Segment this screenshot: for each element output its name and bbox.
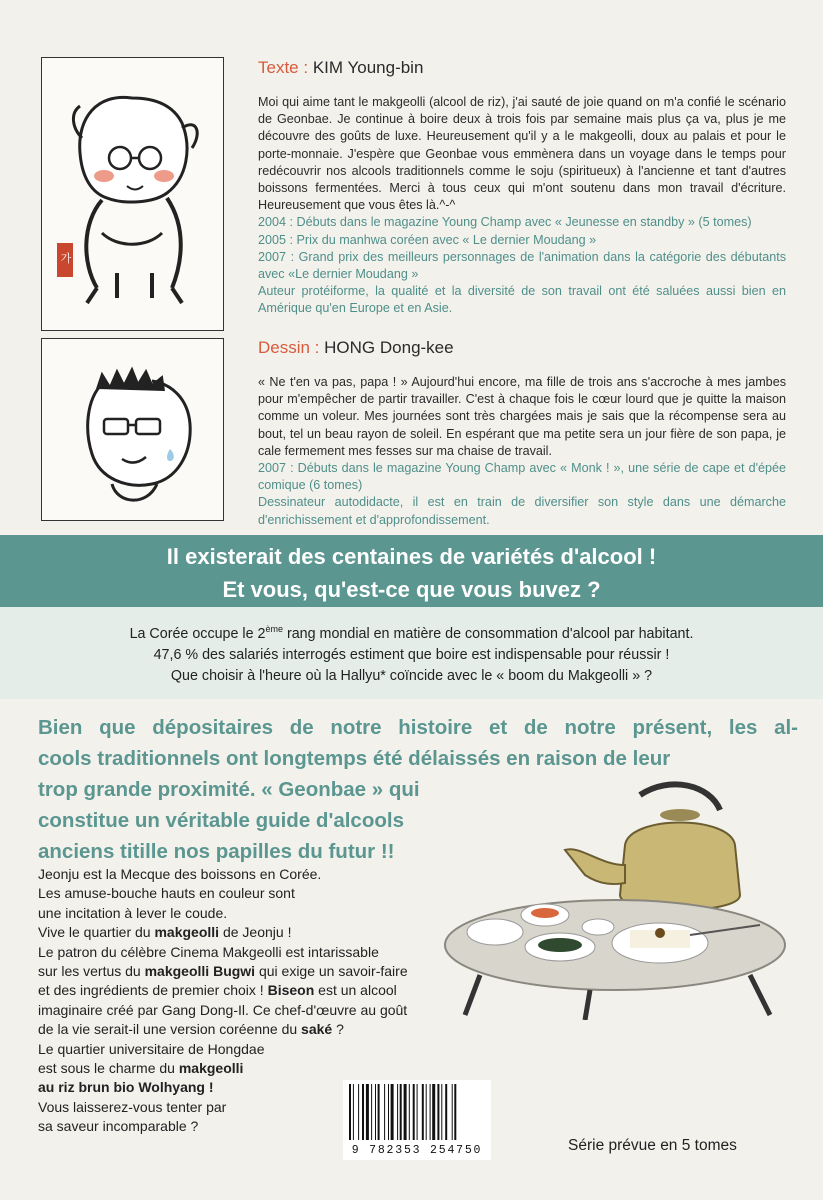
- author1-bio: [258, 94, 786, 318]
- author2-portrait: [41, 338, 224, 521]
- barcode-bar: [362, 1084, 364, 1140]
- fact-line3: Que choisir à l'heure où la Hallyu* coïncide avec le « boom du Makgeolli » ?: [170, 668, 653, 684]
- author2-career-item: 2007 : Débuts dans le magazine Young Champ avec « Monk ! », une série de cape et d'épée comique (6 tomes): [258, 461, 786, 493]
- barcode-bar: [452, 1084, 453, 1140]
- author1-career-item: Auteur protéiforme, la qualité et la diversité de son travail ont été saluées aussi bien en Amérique qu'en Europe et en Asie.: [258, 284, 786, 316]
- author1-career-item: 2004 : Débuts dans le magazine Young Champ avec « Jeunesse en standby » (5 tomes): [258, 215, 752, 230]
- barcode-bar: [441, 1084, 442, 1140]
- barcode-bar: [384, 1084, 385, 1140]
- author2-bio: [258, 374, 786, 529]
- author1-career-item: 2007 : Grand prix des meilleurs personnages de l'animation dans la catégorie des débutants avec «Le dernier Moudang »: [258, 249, 786, 282]
- kettle-table-illustration: [440, 775, 790, 1020]
- barcode-bar: [417, 1084, 418, 1140]
- author2-paragraph: « Ne t'en va pas, papa ! » Aujourd'hui encore, ma fille de trois ans s'accroche à mes jambes pour m'empêcher de partir travailler. C'est à chaque fois le cœur lourd que je quitte la maison comme un voleur. Mes journées sont très chargées mais je sais que la récompense sera au bout, tel un beau rayon de soleil. En espérant que ma petite sera un jour fière de son papa, je cale fermement mes fesses sur ma chaise de travail.: [258, 375, 786, 458]
- barcode-bar: [413, 1084, 415, 1140]
- series-note: Série prévue en 5 tomes: [568, 1137, 737, 1154]
- author1-name: KIM Young-bin: [312, 58, 424, 77]
- headline-band: [0, 535, 823, 607]
- bottom-description: Jeonju est la Mecque des boissons en Corée. Les amuse-bouche hauts en couleur sont une incitation à lever le coude. Vive le quartier du makgeolli de Jeonju ! Le patron du célèbre Cinema Makgeolli est intarissable sur les vertus du makgeolli Bugwi qui exige un savoir-faire et des ingrédients de premier choix ! Biseon est un alcool imaginaire créé par Gang Dong-Il. Ce chef-d'œuvre au goût de la vie serait-il une version coréenne du saké ? Le quartier universitaire de Hongdae est sous le charme du makgeolli au riz brun bio Wolhyang ! Vous laisserez-vous tenter par sa saveur incomparable ?: [38, 866, 408, 1135]
- barcode-bar: [404, 1084, 407, 1140]
- author1-seal: 가: [60, 253, 72, 265]
- barcode-bar: [388, 1084, 389, 1140]
- fact-line2: 47,6 % des salariés interrogés estiment que boire est indispensable pour réussir !: [153, 647, 670, 663]
- barcode-bar: [454, 1084, 456, 1140]
- barcode-bar: [400, 1084, 402, 1140]
- author1-role: Texte :: [258, 58, 309, 77]
- author1-paragraph: Moi qui aime tant le makgeolli (alcool de riz), j'ai sauté de joie quand on m'a confié le scénario de Geonbae. Je continue à boire deux à trois fois par semaine mais plus ça va, plus je me découvre des goûts de luxe. Heureusement qu'il y a le makgeolli, doux au palais et pour le porte-monnaie. J'espère que Geonbae vous emmènera dans un voyage dans le temps pour redécouvrir nos alcools traditionnels comme le soju (spiritueux) à l'ancienne et tant d'autres boissons fermentées. Merci à tous ceux qui m'ont soutenu dans mon travail d'écriture. Heureusement que vous êtes là.^-^: [258, 95, 786, 213]
- promo-text: Bien que dépositaires de notre histoire et de notre présent, les al- cools traditionnels ont longtemps été délaissés en raison de leur trop grande proximité. « Geonbae » qui constitue un véritable guide d'alcools anciens titille nos papilles du futur !!: [38, 716, 798, 863]
- author2-career-item: Dessinateur autodidacte, il est en train de diversifier son style dans une démarche d'enrichissement et d'approfondissement.: [258, 495, 786, 527]
- author1-career-item: 2005 : Prix du manhwa coréen avec « Le dernier Moudang »: [258, 232, 597, 247]
- barcode-bar: [426, 1084, 427, 1140]
- barcode-bar: [430, 1084, 431, 1140]
- barcode-bar: [375, 1084, 376, 1140]
- fact-line1: La Corée occupe le 2ème rang mondial en matière de consommation d'alcool par habitant.: [129, 624, 694, 642]
- headline-line2: Et vous, qu'est-ce que vous buvez ?: [222, 577, 601, 602]
- barcode-bar: [409, 1084, 410, 1140]
- barcode-bar: [371, 1084, 372, 1140]
- author1-portrait: [41, 57, 224, 331]
- facts-block: [0, 607, 823, 699]
- author2-heading: [258, 338, 454, 358]
- barcode-bars: [343, 1080, 491, 1142]
- barcode-bar: [397, 1084, 398, 1140]
- barcode-bar: [358, 1084, 359, 1140]
- barcode-bar: [432, 1084, 435, 1140]
- isbn-number: 9 782353 254750: [351, 1144, 483, 1157]
- barcode-bar: [353, 1084, 354, 1140]
- author2-role: Dessin :: [258, 338, 320, 357]
- barcode-bar: [391, 1084, 394, 1140]
- barcode-bar: [422, 1084, 424, 1140]
- barcode-bar: [378, 1084, 380, 1140]
- barcode-bar: [437, 1084, 439, 1140]
- barcode-bar: [445, 1084, 447, 1140]
- author2-name: HONG Dong-kee: [324, 338, 454, 357]
- barcode-bar: [349, 1084, 351, 1140]
- author2-caricature-illustration: [42, 339, 223, 520]
- author1-caricature-illustration: [42, 58, 223, 330]
- headline-line1: Il existerait des centaines de variétés d'alcool !: [166, 544, 657, 569]
- barcode-bar: [366, 1084, 369, 1140]
- author1-heading: [258, 58, 423, 78]
